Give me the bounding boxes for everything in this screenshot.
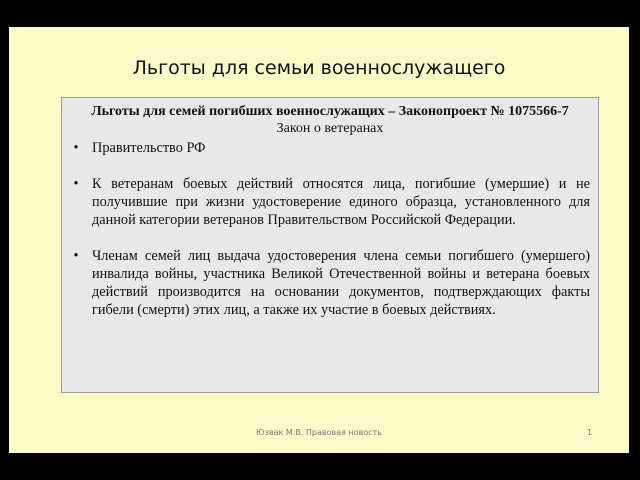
bullet-item — [70, 175, 590, 229]
bullet-item — [70, 247, 590, 319]
slide — [9, 27, 629, 453]
bullet-dot-icon: • — [73, 140, 79, 156]
box-heading: Льготы для семей погибших военнослужащих – Законопроект № 1075566-7 — [91, 104, 569, 119]
bullet-text: Правительство РФ — [92, 140, 206, 156]
bullet-list — [70, 139, 590, 319]
bullet-item — [70, 139, 590, 157]
page-number: 1 — [587, 428, 593, 437]
bullet-text: Членам семей лиц выдача удостоверения члена семьи погибшего (умершего) инвалида войны, участника Великой Отечественной войны и ветерана боевых действий производится на основании документов, подтверждающих факты гибели (смерти) этих лиц, а также их участие в боевых действиях. — [92, 248, 590, 318]
bullet-dot-icon: • — [73, 248, 79, 264]
bullet-text: К ветеранам боевых действий относятся лица, погибшие (умершие) и не получившие при жизни удостоверение единого образца, установленного для данной категории ветеранов Правительством Российской Федерации. — [92, 176, 590, 228]
content-box — [61, 97, 599, 393]
slide-title: Льготы для семьи военнослужащего — [132, 57, 506, 79]
bullet-dot-icon: • — [73, 176, 79, 192]
box-subheading: Закон о ветеранах — [276, 121, 384, 136]
slide-footer: Юзвак М.В. Правовая новость — [256, 428, 382, 437]
